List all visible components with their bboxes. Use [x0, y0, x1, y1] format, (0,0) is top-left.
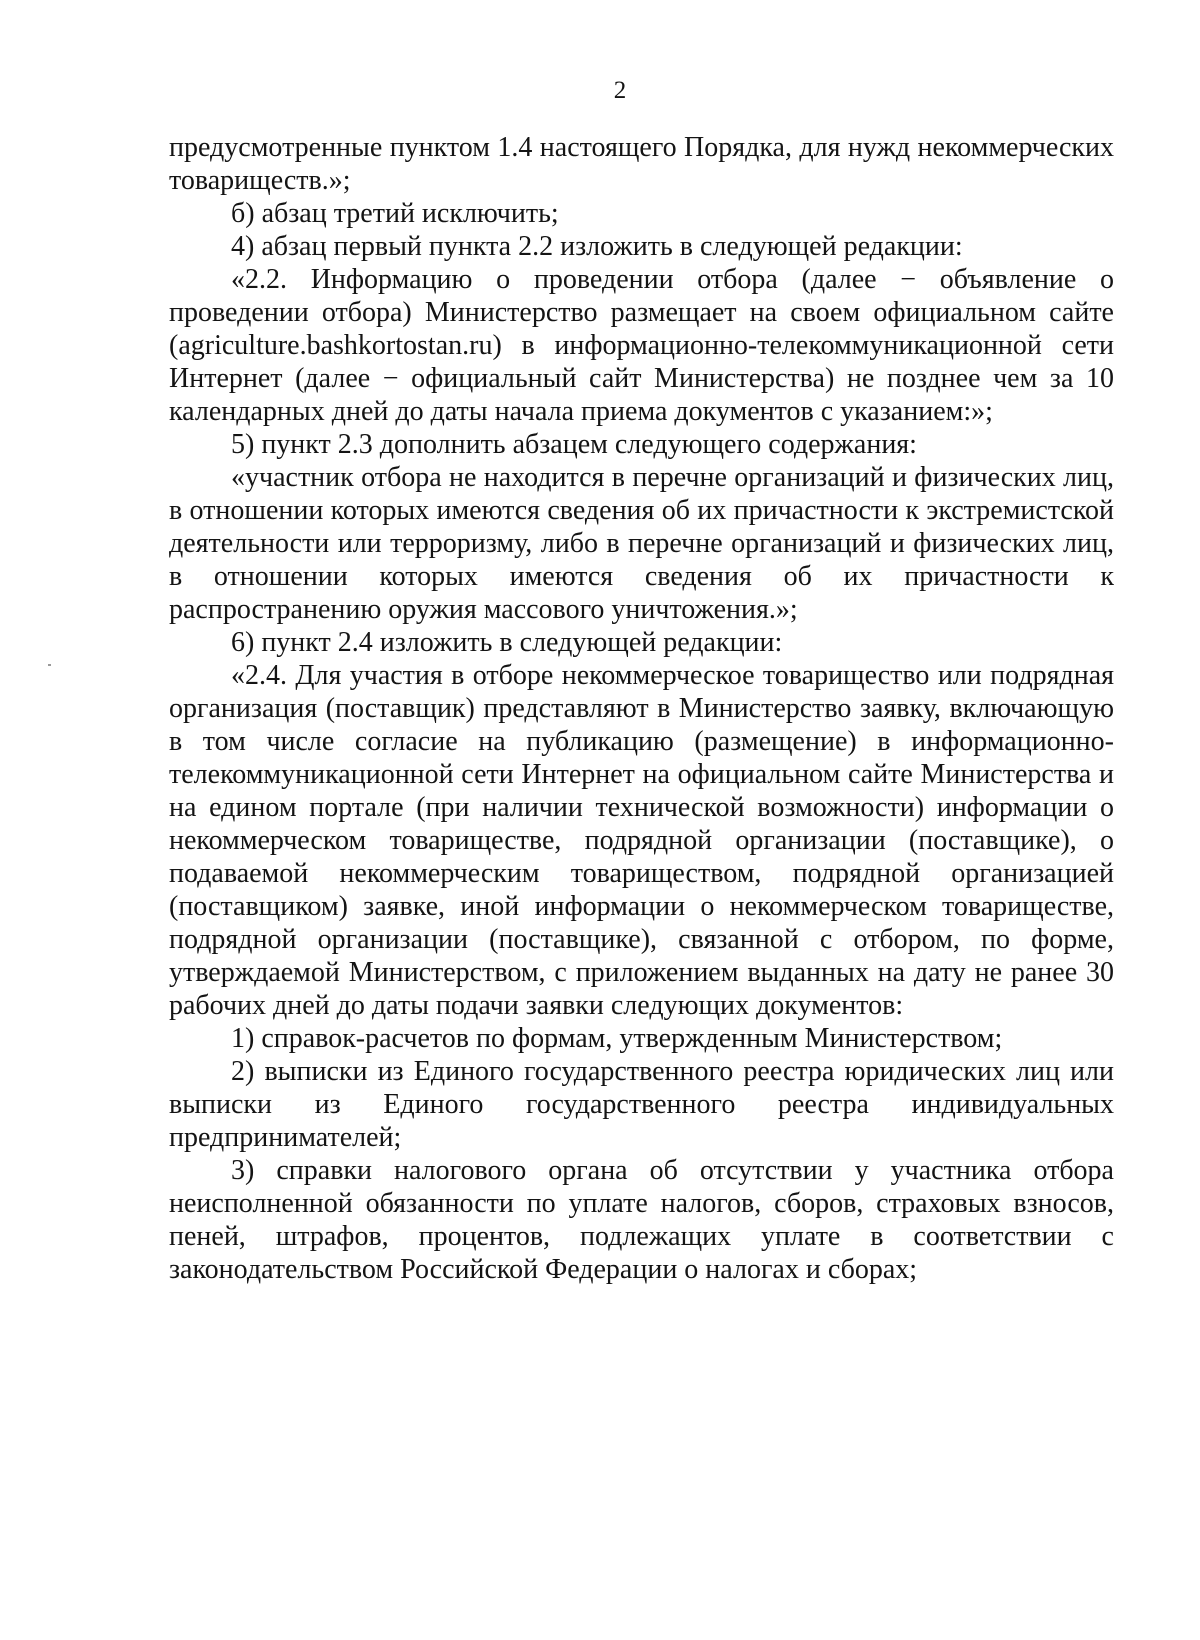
paragraph: 1) справок-расчетов по формам, утвержденным Министерством;	[231, 1023, 1003, 1054]
paragraph: «2.4. Для участия в отборе некоммерческое товарищество или подрядная организация (поставщик) представляют в Министерство заявку, включающую в том числе согласие на публикацию (размещение) в информационно-телекоммуникационной сети Интернет на официальном сайте Министерства и на едином портале (при наличии технической возможности) информации о некоммерческом товариществе, подрядной организации (поставщике), о подаваемой некоммерческим товариществом, подрядной организацией (поставщиком) заявке, иной информации о некоммерческом товариществе, подрядной организации (поставщике), связанной с отбором, по форме, утверждаемой Министерством, с приложением выданных на дату не ранее 30 рабочих дней до даты подачи заявки следующих документов:	[169, 660, 1114, 1021]
paragraph: б) абзац третий исключить;	[231, 198, 559, 229]
paragraph: «участник отбора не находится в перечне организаций и физических лиц, в отношении которых имеются сведения об их причастности к экстремистской деятельности или терроризму, либо в перечне организаций и физических лиц, в отношении которых имеются сведения об их причастности к распространению оружия массового уничтожения.»;	[169, 462, 1114, 625]
paragraph: 3) справки налогового органа об отсутствии у участника отбора неисполненной обязанности по уплате налогов, сборов, страховых взносов, пеней, штрафов, процентов, подлежащих уплате в соответствии с законодательством Российской Федерации о налогах и сборах;	[169, 1155, 1114, 1285]
document-body	[169, 131, 1114, 1286]
paragraph: «2.2. Информацию о проведении отбора (далее − объявление о проведении отбора) Министерство размещает на своем официальном сайте (agriculture.bashkortostan.ru) в информационно-телекоммуникационной сети Интернет (далее − официальный сайт Министерства) не позднее чем за 10 календарных дней до даты начала приема документов с указанием:»;	[169, 264, 1114, 427]
page-number: 2	[613, 77, 627, 104]
paragraph: предусмотренные пунктом 1.4 настоящего Порядка, для нужд некоммерческих товариществ.»;	[169, 132, 1114, 196]
scan-mark	[48, 664, 51, 666]
paragraph: 4) абзац первый пункта 2.2 изложить в следующей редакции:	[231, 231, 963, 262]
paragraph: 2) выписки из Единого государственного реестра юридических лиц или выписки из Единого государственного реестра индивидуальных предпринимателей;	[169, 1056, 1114, 1153]
paragraph: 6) пункт 2.4 изложить в следующей редакции:	[231, 627, 783, 658]
paragraph: 5) пункт 2.3 дополнить абзацем следующего содержания:	[231, 429, 917, 460]
